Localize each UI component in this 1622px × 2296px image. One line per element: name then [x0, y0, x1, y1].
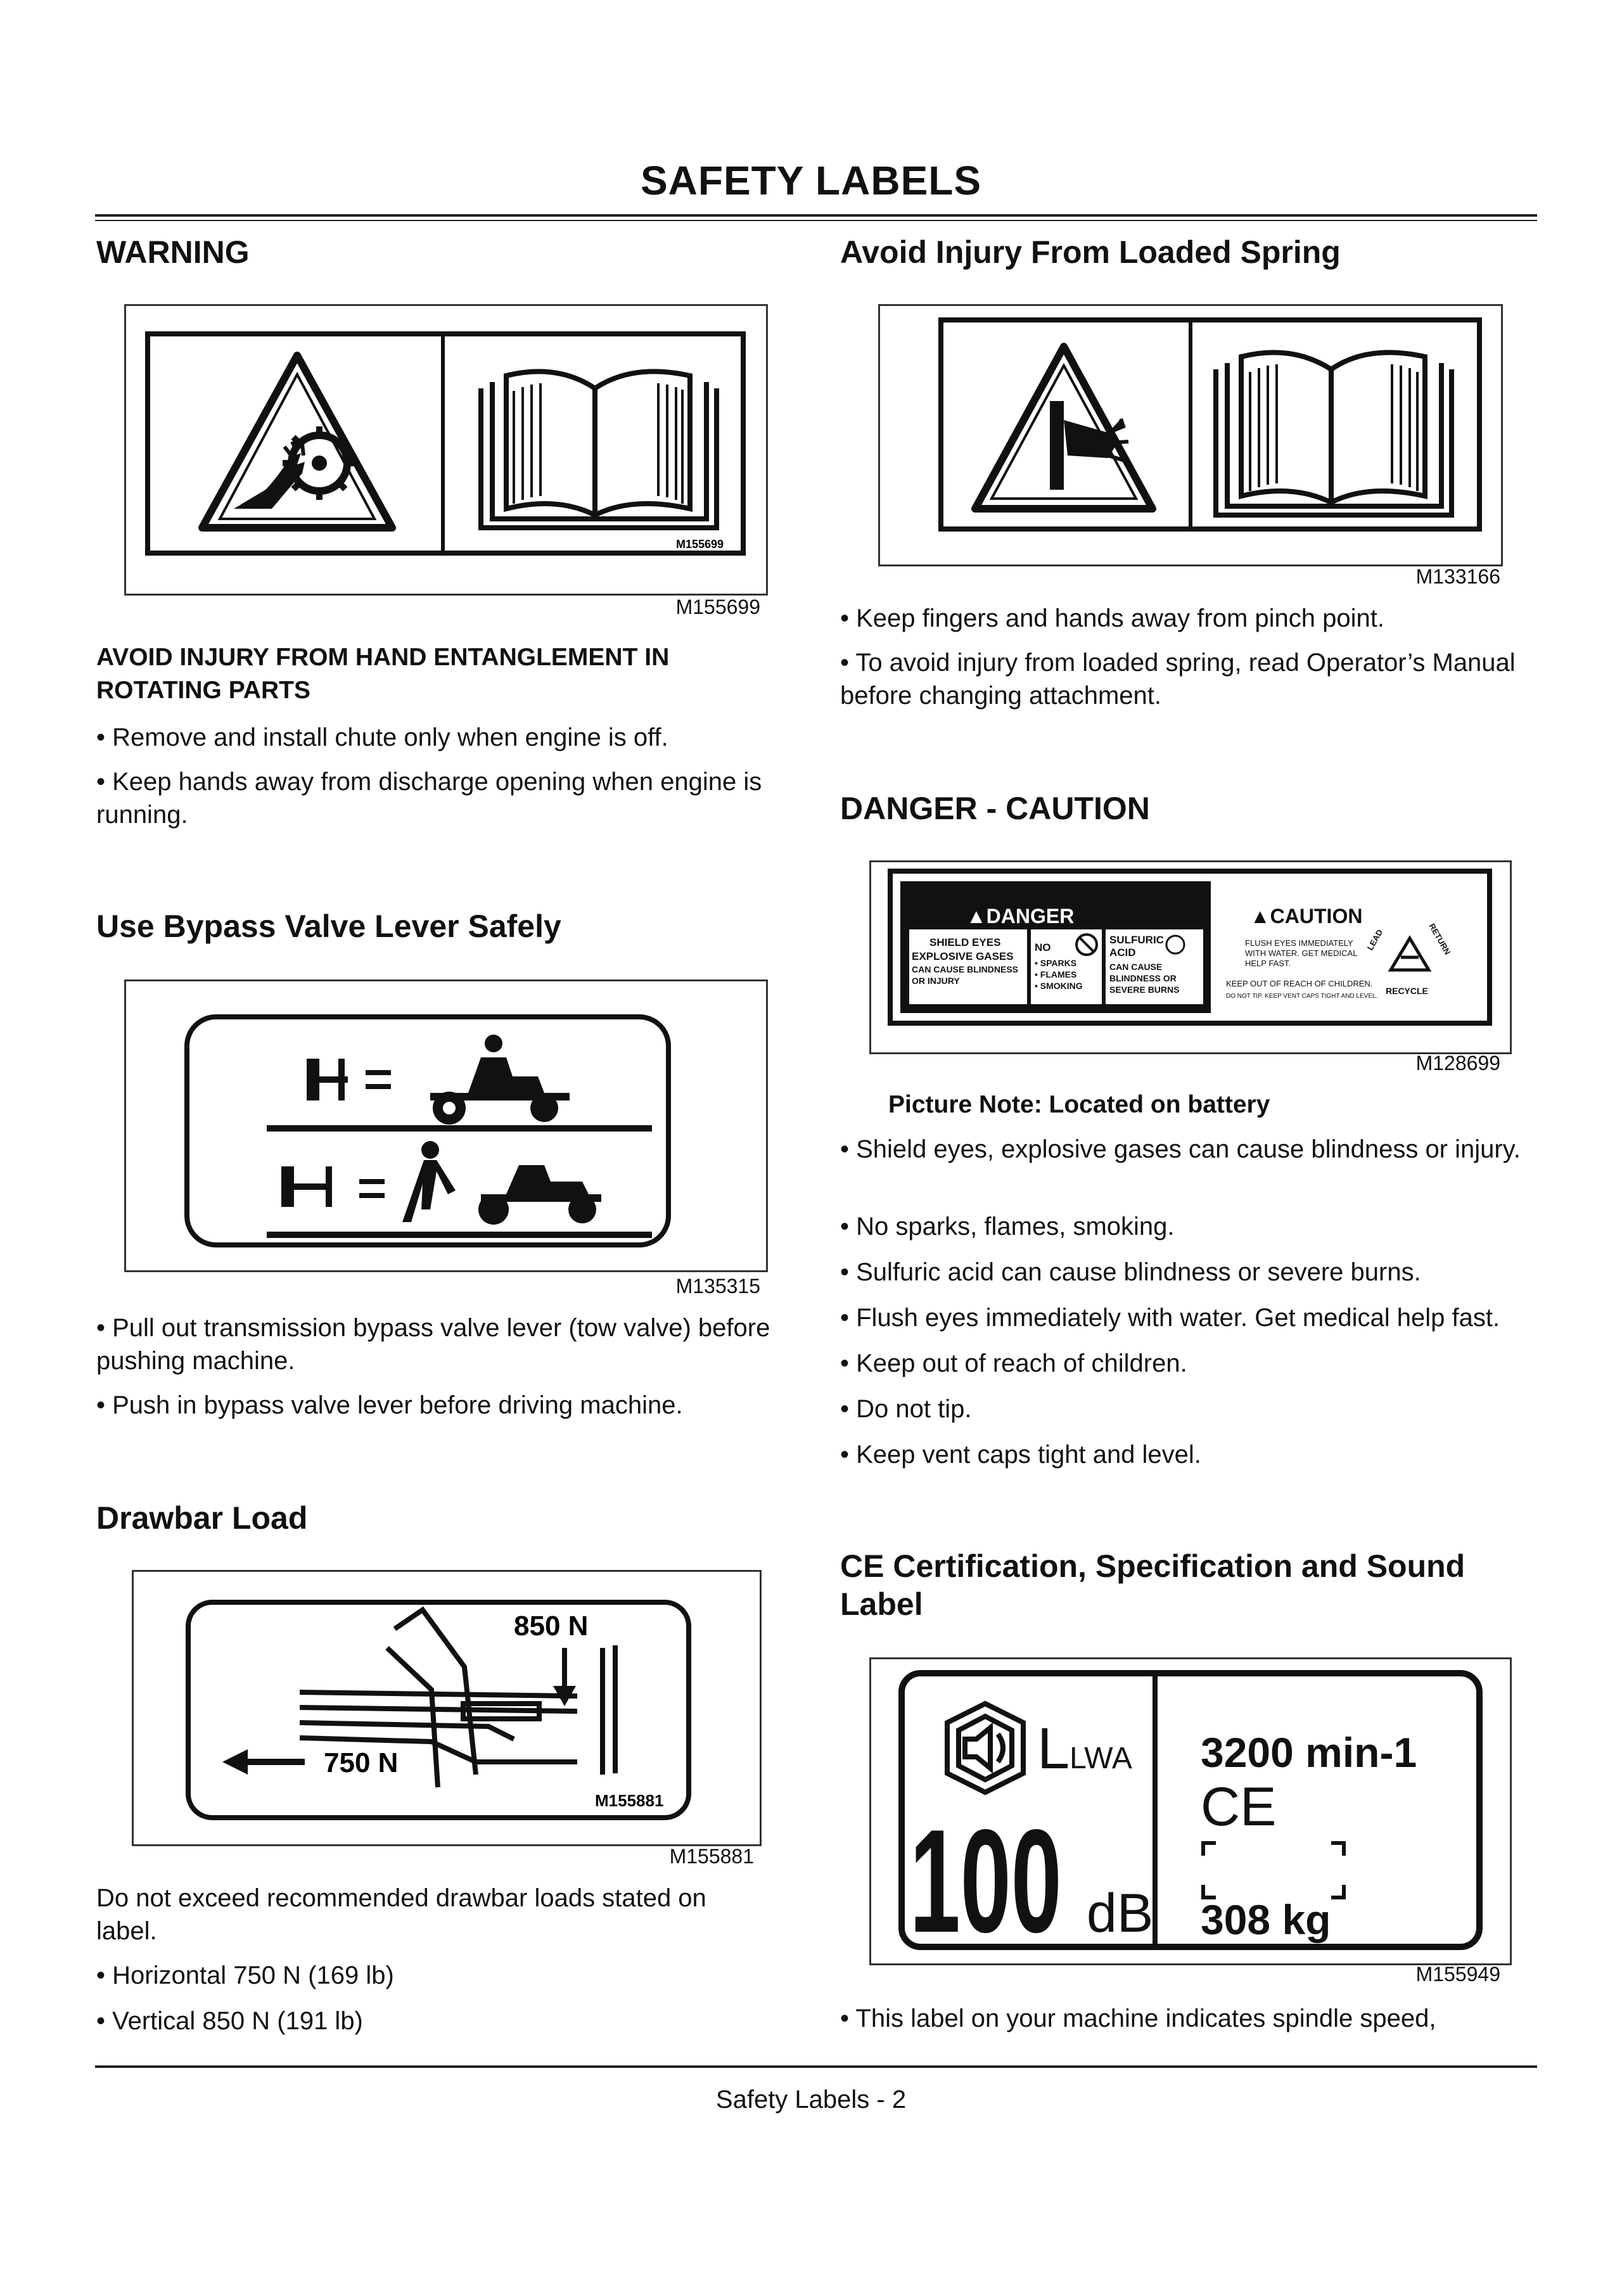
title-rule	[95, 214, 1537, 217]
page-footer: Safety Labels - 2	[715, 2086, 907, 2114]
svg-text:EXPLOSIVE GASES: EXPLOSIVE GASES	[912, 950, 1014, 962]
danger-bullet-3: • Sulfuric acid can cause blindness or severe burns.	[840, 1258, 1421, 1286]
bypass-valve-icon	[126, 981, 766, 1270]
svg-text:DO NOT TIP. KEEP VENT CAPS TIG: DO NOT TIP. KEEP VENT CAPS TIGHT AND LEVEL.	[1226, 993, 1378, 1000]
spring-bullet-2: • To avoid injury from loaded spring, read Operator’s Manual before changing attachment.	[840, 649, 1516, 710]
spring-figure-code: M133166	[1415, 565, 1500, 588]
drawbar-label-figure	[132, 1570, 762, 1846]
warning-figure-code: M155699	[675, 596, 760, 618]
svg-text:BLINDNESS OR: BLINDNESS OR	[1109, 973, 1177, 983]
ce-mark: CE	[1201, 1776, 1277, 1837]
svg-text:SULFURIC: SULFURIC	[1109, 934, 1164, 946]
drawbar-bullet-1: • Horizontal 750 N (169 lb)	[96, 1961, 394, 1989]
drawbar-heading: Drawbar Load	[96, 1500, 308, 1536]
hand-entanglement-icon	[126, 306, 766, 594]
drawbar-bullet-2: • Vertical 850 N (191 lb)	[96, 2007, 363, 2035]
danger-bullet-1: • Shield eyes, explosive gases can cause blindness or injury.	[840, 1135, 1521, 1163]
drawbar-vertical-label: 850 N	[514, 1610, 589, 1642]
svg-text:RECYCLE: RECYCLE	[1386, 986, 1428, 996]
svg-text:• SMOKING: • SMOKING	[1035, 981, 1083, 991]
warning-bullet-1: • Remove and install chute only when engine is off.	[96, 724, 668, 751]
ce-label-figure	[869, 1657, 1512, 1965]
warning-bullet-2: • Keep hands away from discharge opening when engine is running.	[96, 768, 762, 829]
weight-label: 308 kg	[1201, 1896, 1331, 1943]
lwa-label: LLWA	[1037, 1716, 1132, 1781]
drawbar-figure-code: M155881	[669, 1845, 754, 1868]
danger-bullet-5: • Keep out of reach of children.	[840, 1349, 1187, 1377]
page-title: SAFETY LABELS	[640, 158, 982, 203]
svg-text:ACID: ACID	[1109, 947, 1136, 959]
recycle-icon	[1391, 938, 1429, 970]
danger-figure-code: M128699	[1415, 1052, 1500, 1075]
ce-bullet-1: • This label on your machine indicates spindle speed,	[840, 2005, 1436, 2032]
battery-label-figure	[869, 860, 1512, 1054]
svg-text:CAN CAUSE BLINDNESS: CAN CAUSE BLINDNESS	[912, 964, 1019, 974]
svg-text:RETURN: RETURN	[1427, 922, 1453, 957]
bypass-bullet-2: • Push in bypass valve lever before driving machine.	[96, 1391, 683, 1419]
drawbar-inlabel-code: M155881	[595, 1791, 664, 1810]
drawbar-horizontal-label: 750 N	[324, 1747, 399, 1778]
danger-bullet-6: • Do not tip.	[840, 1395, 972, 1423]
bypass-heading: Use Bypass Valve Lever Safely	[96, 909, 561, 944]
db-value: 100	[909, 1798, 1062, 1963]
drawbar-load-icon	[134, 1572, 760, 1844]
bypass-label-figure	[124, 979, 768, 1272]
svg-text:SHIELD EYES: SHIELD EYES	[929, 936, 1001, 948]
svg-text:FLUSH EYES IMMEDIATELY: FLUSH EYES IMMEDIATELY	[1245, 938, 1353, 948]
danger-heading: DANGER - CAUTION	[840, 791, 1150, 826]
svg-text:SEVERE BURNS: SEVERE BURNS	[1109, 985, 1180, 995]
svg-text:• FLAMES: • FLAMES	[1035, 969, 1077, 979]
ce-sound-icon	[871, 1659, 1510, 1963]
bypass-figure-code: M135315	[675, 1275, 760, 1298]
db-unit: dB	[1087, 1883, 1154, 1944]
ce-heading: CE Certification, Specification and Sound Label	[840, 1548, 1466, 1622]
battery-warning-icon	[871, 862, 1510, 1052]
warning-heading: WARNING	[96, 234, 250, 270]
warning-label-figure	[124, 304, 768, 596]
spring-bullet-1: • Keep fingers and hands away from pinch point.	[840, 604, 1384, 632]
svg-text:LEAD: LEAD	[1365, 928, 1385, 952]
warning-subheading: AVOID INJURY FROM HAND ENTANGLEMENT IN ROTATING PARTS	[96, 644, 670, 704]
pinch-point-icon	[880, 306, 1501, 564]
footer-rule	[95, 2065, 1537, 2068]
svg-text:OR INJURY: OR INJURY	[912, 976, 960, 986]
title-rule-thin	[95, 220, 1537, 221]
bypass-bullet-1: • Pull out transmission bypass valve lever (tow valve) before pushing machine.	[96, 1314, 770, 1375]
svg-text:KEEP OUT OF REACH OF CHILDREN.: KEEP OUT OF REACH OF CHILDREN.	[1226, 979, 1373, 988]
spring-heading: Avoid Injury From Loaded Spring	[840, 234, 1341, 270]
ce-figure-code: M155949	[1415, 1963, 1500, 1986]
danger-bullet-7: • Keep vent caps tight and level.	[840, 1441, 1201, 1469]
svg-text:HELP FAST.: HELP FAST.	[1245, 959, 1291, 968]
warning-inlabel-code: M155699	[676, 538, 724, 551]
caution-title: ▲CAUTION	[1250, 905, 1363, 928]
weight-corner-marks	[1203, 1843, 1344, 1897]
danger-picture-note: Picture Note: Located on battery	[888, 1091, 1270, 1118]
svg-text:CAN CAUSE: CAN CAUSE	[1109, 962, 1163, 972]
speaker-hexagon-icon	[947, 1704, 1023, 1792]
spring-label-figure	[878, 304, 1503, 566]
danger-bullet-4: • Flush eyes immediately with water. Get medical help fast.	[840, 1304, 1500, 1332]
svg-text:• SPARKS: • SPARKS	[1035, 958, 1077, 968]
spindle-speed: 3200 min-1	[1201, 1729, 1417, 1776]
svg-text:WITH WATER. GET MEDICAL: WITH WATER. GET MEDICAL	[1245, 948, 1358, 958]
danger-bullet-2: • No sparks, flames, smoking.	[840, 1213, 1175, 1240]
svg-text:NO: NO	[1035, 941, 1051, 953]
drawbar-intro: Do not exceed recommended drawbar loads stated on label.	[96, 1884, 706, 1945]
danger-title: ▲DANGER	[966, 905, 1075, 928]
